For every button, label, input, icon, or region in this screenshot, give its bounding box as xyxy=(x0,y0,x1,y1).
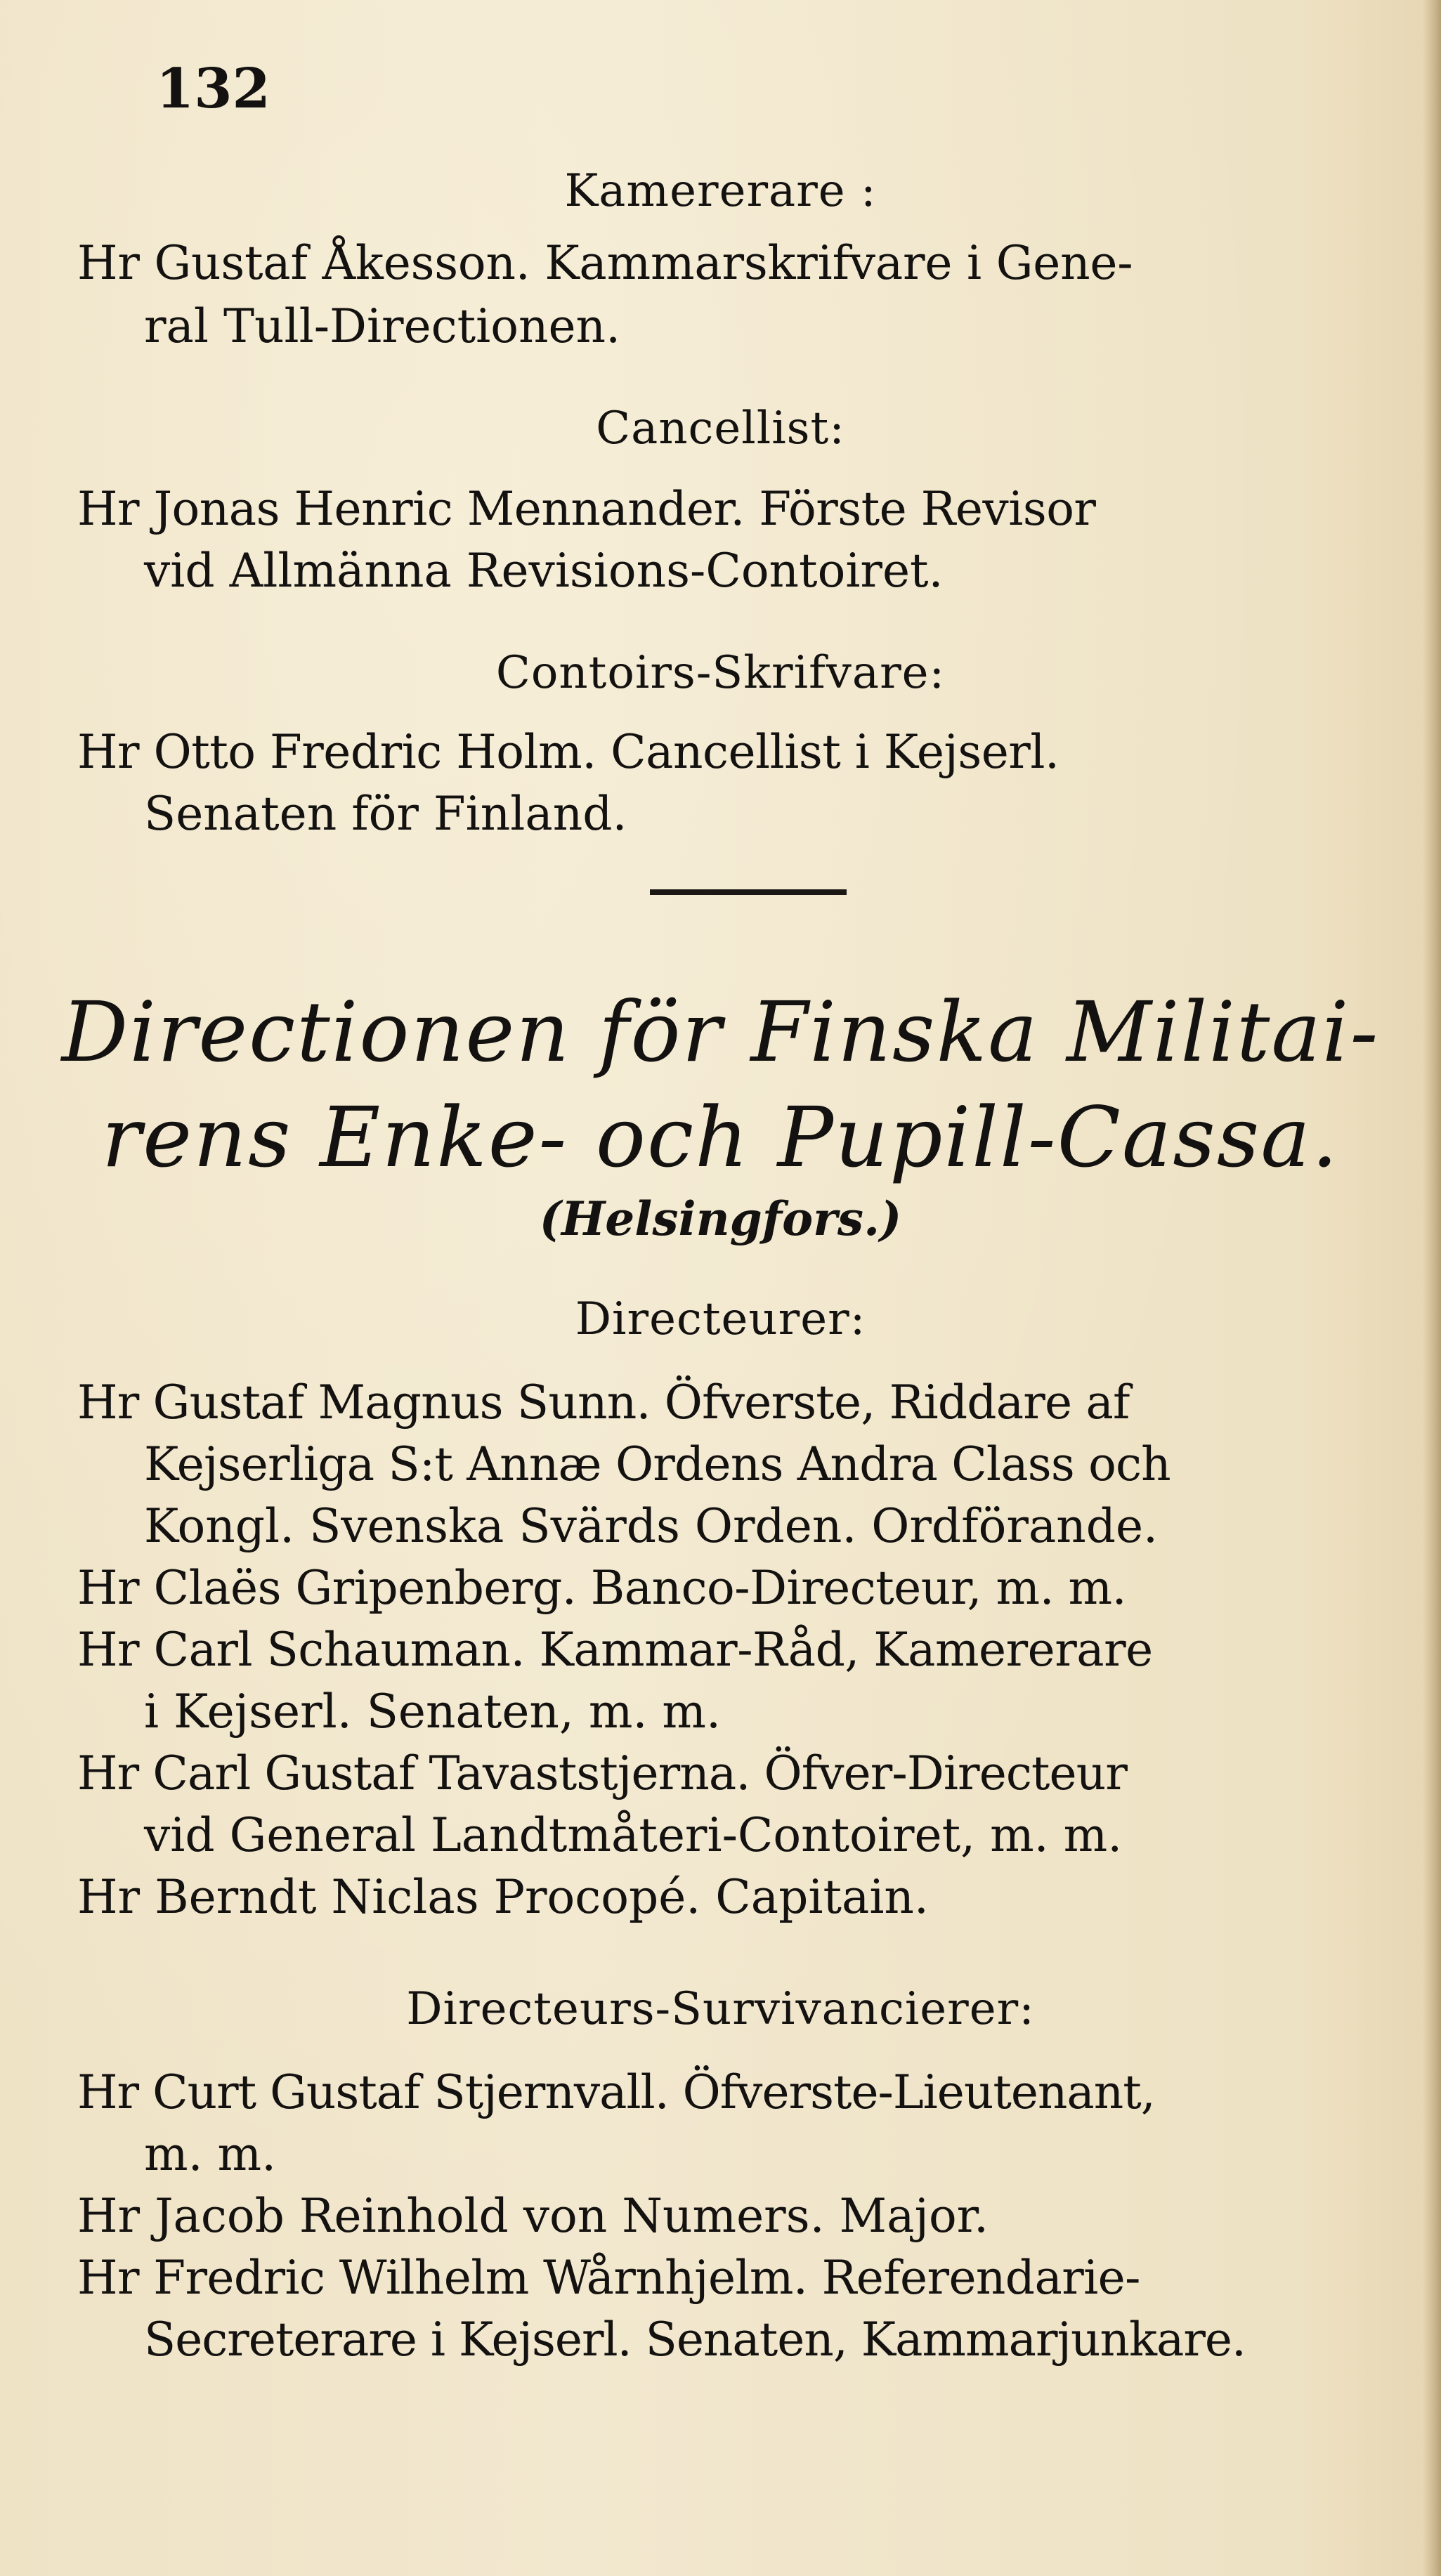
entry-line: Secreterare i Kejserl. Senaten, Kammarjunkare. xyxy=(144,2313,1246,2367)
entry-line: Hr Jonas Henric Mennander. Förste Revisor xyxy=(77,482,1096,536)
entry-line: Hr Gustaf Magnus Sunn. Öfverste, Riddare af xyxy=(77,1375,1130,1430)
entry-line: Hr Curt Gustaf Stjernvall. Öfverste-Lieutenant, xyxy=(77,2065,1155,2119)
entry-line: vid General Landtmåteri-Contoiret, m. m. xyxy=(144,1808,1123,1862)
entry-line: Hr Carl Gustaf Tavaststjerna. Öfver-Directeur xyxy=(77,1746,1127,1800)
entry-line: ral Tull-Directionen. xyxy=(144,299,621,353)
section-divider-rule xyxy=(650,889,847,895)
entry-line: m. m. xyxy=(144,2127,277,2181)
section-place: (Helsingfors.) xyxy=(539,1191,902,1246)
entry-line: Kejserliga S:t Annæ Ordens Andra Class och xyxy=(144,1437,1171,1491)
section-heading-directeurs-survivancierer: Directeurs-Survivancierer: xyxy=(406,1983,1035,2035)
entry-line: Hr Carl Schauman. Kammar-Råd, Kamererare xyxy=(77,1623,1153,1677)
section-heading-directeurer: Directeurer: xyxy=(575,1293,866,1345)
entry-line: Hr Fredric Wilhelm Wårnhjelm. Referendarie- xyxy=(77,2251,1140,2305)
entry-line: Hr Gustaf Åkesson. Kammarskrifvare i Gene- xyxy=(77,236,1133,290)
entry-line: i Kejserl. Senaten, m. m. xyxy=(144,1685,721,1739)
entry-line: vid Allmänna Revisions-Contoiret. xyxy=(144,544,944,598)
entry-line: Senaten för Finland. xyxy=(144,787,627,841)
page-edge-shadow xyxy=(1423,0,1441,2576)
entry-line: Hr Berndt Niclas Procopé. Capitain. xyxy=(77,1870,929,1924)
section-heading-kamererare: Kamererare : xyxy=(564,165,877,217)
section-title-line-2: rens Enke- och Pupill-Cassa. xyxy=(101,1089,1340,1186)
section-heading-cancellist: Cancellist: xyxy=(596,403,845,455)
entry-line: Kongl. Svenska Svärds Orden. Ordförande. xyxy=(144,1499,1159,1553)
section-title-line-1: Directionen för Finska Militai- xyxy=(61,983,1380,1080)
entry-line: Hr Otto Fredric Holm. Cancellist i Kejserl. xyxy=(77,725,1059,779)
page-number: 132 xyxy=(156,57,270,121)
entry-line: Hr Claës Gripenberg. Banco-Directeur, m. m. xyxy=(77,1561,1127,1615)
entry-line: Hr Jacob Reinhold von Numers. Major. xyxy=(77,2189,989,2243)
section-heading-contoirs-skrifvare: Contoirs-Skrifvare: xyxy=(495,647,946,699)
